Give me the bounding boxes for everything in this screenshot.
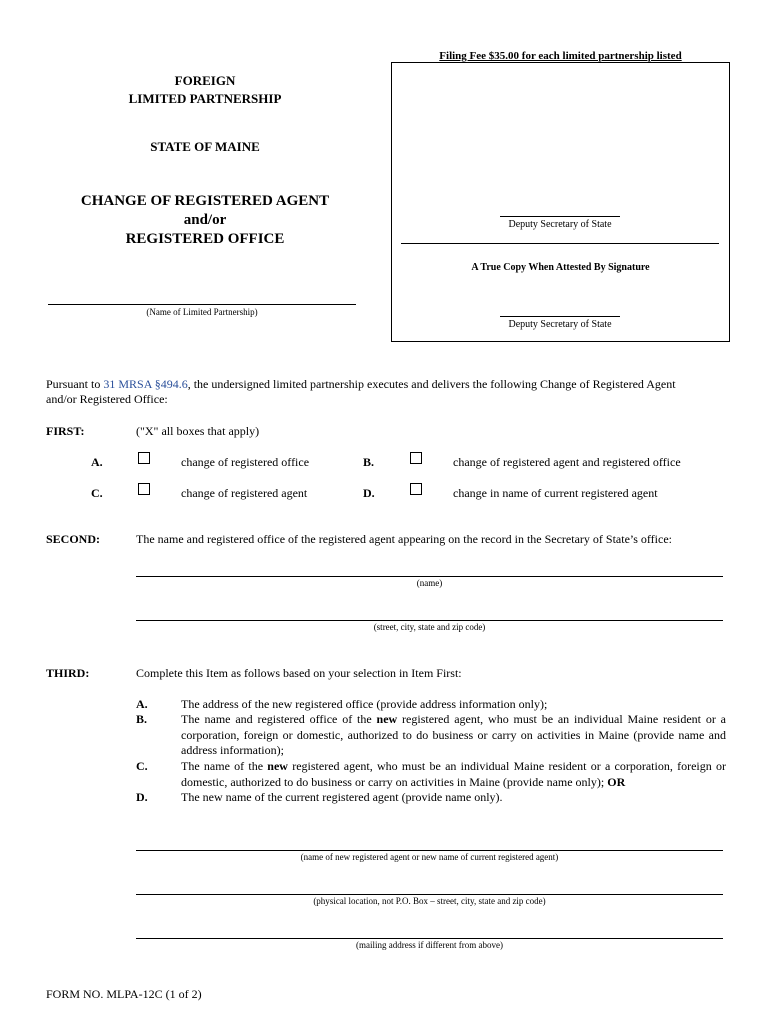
intro-line-2: and/or Registered Office:	[46, 392, 168, 406]
third-item-c-post: registered agent, who must be an individual Maine resident or a corporation, foreign or domestic, authorized to do business or carry on activities in Maine (provide name only);	[181, 759, 726, 789]
option-c-checkbox[interactable]	[138, 483, 150, 495]
option-b-letter: B.	[363, 455, 375, 469]
option-a-label: change of registered office	[181, 455, 310, 469]
deputy-signature-line-2[interactable]	[500, 316, 620, 317]
option-d-checkbox[interactable]	[410, 483, 422, 495]
second-text: The name and registered office of the registered agent appearing on the record in the Secretary of State’s office:	[136, 532, 672, 546]
current-agent-name-caption: (name)	[416, 578, 443, 588]
option-c-letter: C.	[91, 486, 103, 500]
title-foreign: FOREIGN	[174, 73, 236, 88]
deputy-secretary-caption-1: Deputy Secretary of State	[508, 219, 612, 230]
option-d-letter: D.	[363, 486, 375, 500]
option-c-label: change of registered agent	[181, 486, 308, 500]
deputy-signature-line-1[interactable]	[500, 216, 620, 217]
physical-location-input[interactable]	[136, 876, 723, 894]
limited-partnership-name-line	[48, 304, 356, 305]
second-label: SECOND:	[46, 532, 101, 546]
option-b-label: change of registered agent and registered office	[453, 455, 681, 469]
third-item-b-pre: The name and registered office of the	[181, 712, 377, 726]
third-item-c-text	[181, 759, 726, 790]
main-title: CHANGE OF REGISTERED AGENT	[80, 193, 330, 209]
third-item-a-text: The address of the new registered office (provide address information only);	[181, 697, 548, 711]
first-label: FIRST:	[46, 424, 85, 438]
third-text: Complete this Item as follows based on your selection in Item First:	[136, 666, 462, 680]
option-a-checkbox[interactable]	[138, 452, 150, 464]
filing-box-divider	[401, 243, 719, 244]
third-item-d-letter: D.	[136, 790, 148, 804]
main-title-and-or: and/or	[183, 212, 227, 228]
limited-partnership-name-input[interactable]	[48, 286, 356, 304]
new-agent-name-input[interactable]	[136, 832, 723, 850]
main-title-registered-office: REGISTERED OFFICE	[125, 231, 285, 247]
mailing-address-caption: (mailing address if different from above)	[355, 940, 504, 950]
option-a-letter: A.	[91, 455, 103, 469]
third-item-a-letter: A.	[136, 697, 148, 711]
title-limited-partnership: LIMITED PARTNERSHIP	[128, 91, 282, 106]
current-agent-name-line	[136, 576, 723, 577]
current-agent-address-caption: (street, city, state and zip code)	[373, 622, 486, 632]
true-copy-label: A True Copy When Attested By Signature	[471, 262, 650, 273]
statute-link[interactable]: 31 MRSA §494.6	[103, 377, 188, 391]
third-label: THIRD:	[46, 666, 90, 680]
third-item-b-letter: B.	[136, 712, 148, 726]
third-item-d-text: The new name of the current registered agent (provide name only).	[181, 790, 503, 804]
intro-post: , the undersigned limited partnership executes and delivers the following Change of Registered Agent	[187, 377, 676, 391]
state-of-maine: STATE OF MAINE	[150, 139, 260, 154]
current-agent-address-line	[136, 620, 723, 621]
third-item-b-bold: new	[376, 712, 398, 726]
third-item-b-post: registered agent, who must be an individual Maine resident or a corporation, foreign or domestic, authorized to do business or carry on activities in Maine (provide name and address information);	[181, 712, 726, 757]
physical-location-line	[136, 894, 723, 895]
current-agent-address-input[interactable]	[136, 602, 723, 620]
mailing-address-input[interactable]	[136, 920, 723, 938]
filing-box	[391, 62, 730, 342]
third-item-c-pre: The name of the	[181, 759, 268, 773]
option-b-checkbox[interactable]	[410, 452, 422, 464]
physical-location-caption: (physical location, not P.O. Box – street, city, state and zip code)	[313, 896, 546, 906]
first-instruction: ("X" all boxes that apply)	[136, 424, 260, 438]
filing-fee-label: Filing Fee $35.00 for each limited partnership listed	[439, 50, 682, 62]
third-item-c-or: OR	[607, 774, 626, 789]
new-agent-name-line	[136, 850, 723, 851]
form-number: FORM NO. MLPA-12C (1 of 2)	[46, 987, 202, 1001]
new-agent-name-caption: (name of new registered agent or new name of current registered agent)	[300, 852, 559, 862]
current-agent-name-input[interactable]	[136, 558, 723, 576]
option-d-label: change in name of current registered agent	[453, 486, 658, 500]
deputy-secretary-caption-2: Deputy Secretary of State	[508, 319, 612, 330]
third-item-c-letter: C.	[136, 759, 148, 773]
third-item-b-text	[181, 712, 726, 759]
mailing-address-line	[136, 938, 723, 939]
limited-partnership-name-caption: (Name of Limited Partnership)	[146, 307, 258, 317]
third-item-c-bold: new	[267, 759, 288, 773]
intro-paragraph	[46, 377, 726, 393]
intro-pre: Pursuant to	[46, 377, 104, 391]
